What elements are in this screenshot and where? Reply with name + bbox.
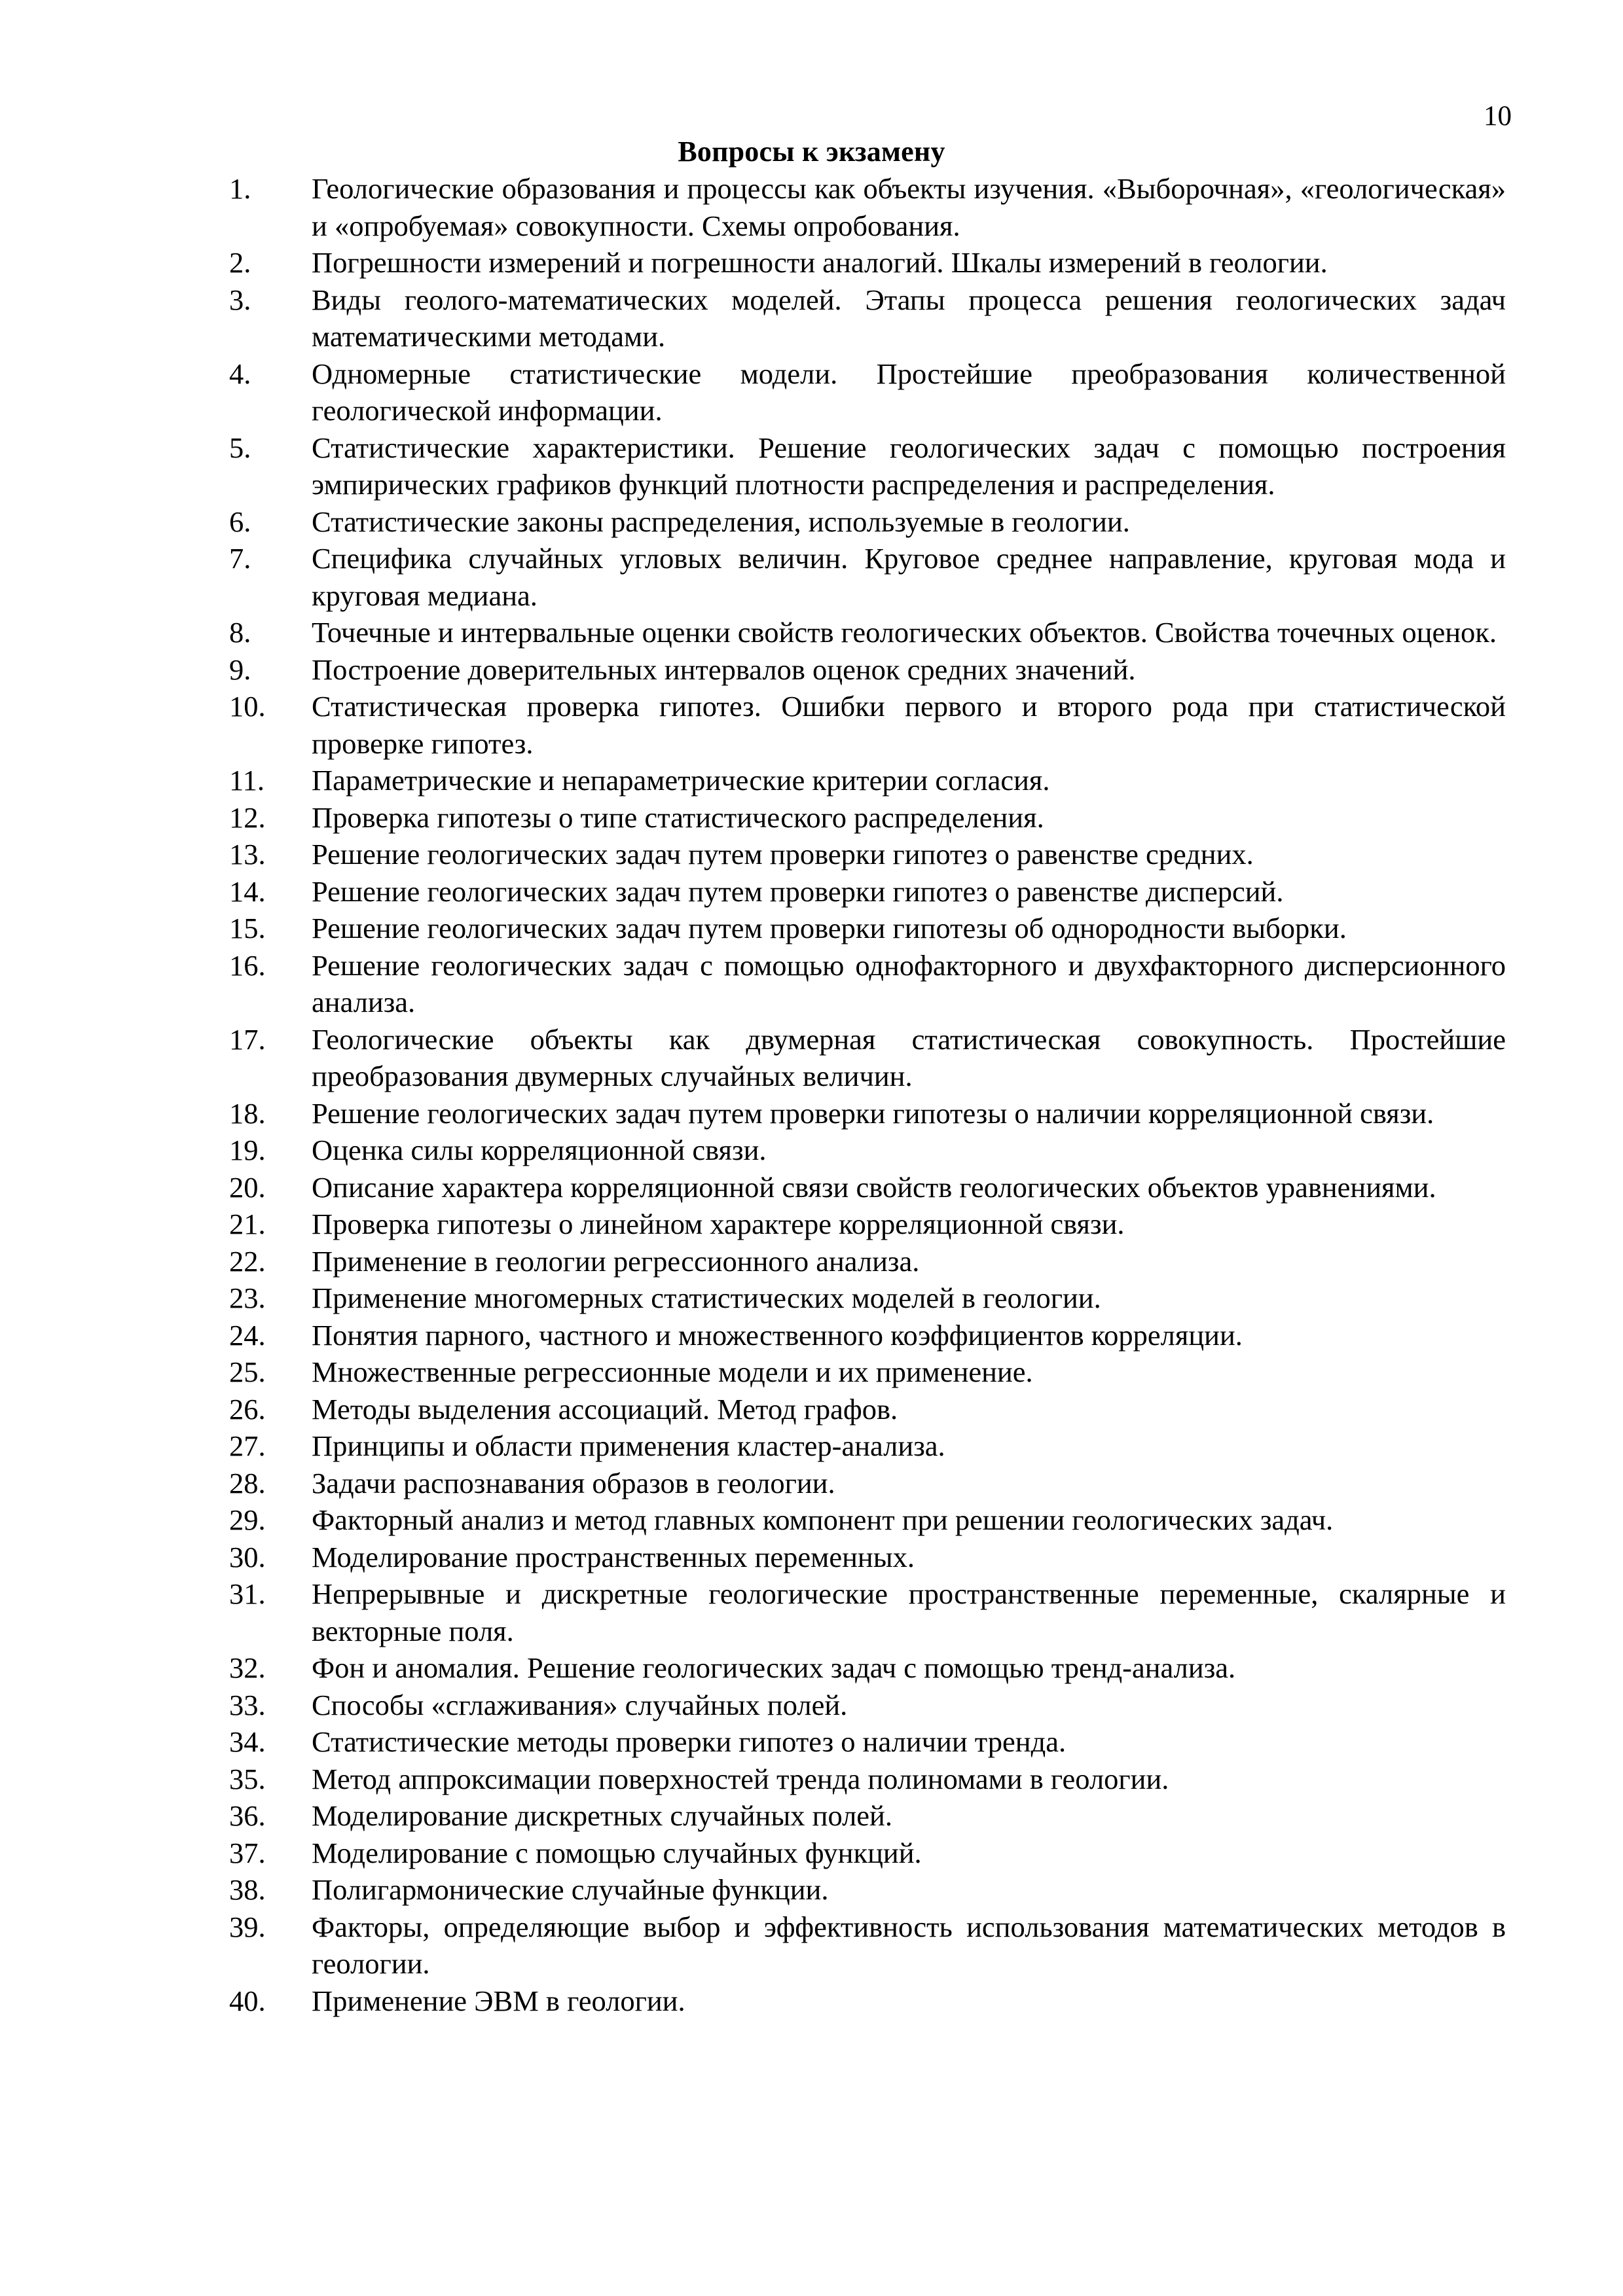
question-text: Проверка гипотезы о типе статистического распределения. xyxy=(312,800,1044,834)
question-item xyxy=(229,1132,1506,1169)
question-item xyxy=(229,873,1506,910)
question-number: 28. xyxy=(229,1466,266,1499)
question-item xyxy=(229,1391,1506,1428)
question-number: 9. xyxy=(229,653,251,686)
question-item xyxy=(229,688,1506,762)
question-text: Статистические методы проверки гипотез о наличии тренда. xyxy=(312,1725,1067,1758)
question-text: Решение геологических задач путем проверки гипотез о равенстве средних. xyxy=(312,838,1254,870)
question-item xyxy=(229,1280,1506,1317)
question-text: Статистические законы распределения, используемые в геологии. xyxy=(312,505,1130,538)
question-number: 16. xyxy=(229,948,266,982)
question-number: 36. xyxy=(229,1799,266,1832)
question-number: 33. xyxy=(229,1688,266,1721)
question-item xyxy=(229,1797,1506,1835)
page-title: Вопросы к экзамену xyxy=(678,135,945,168)
question-item xyxy=(229,1354,1506,1391)
question-text: Одномерные статистические модели. Простейшие преобразования количественной геологической информации. xyxy=(312,357,1506,427)
question-item xyxy=(229,1317,1506,1354)
question-text: Виды геолого-математических моделей. Этапы процесса решения геологических задач математическими методами. xyxy=(312,283,1506,353)
question-text: Полигармонические случайные функции. xyxy=(312,1873,829,1906)
question-item xyxy=(229,540,1506,614)
question-number: 8. xyxy=(229,616,251,649)
question-number: 21. xyxy=(229,1208,266,1240)
question-text: Погрешности измерений и погрешности аналогий. Шкалы измерений в геологии. xyxy=(312,246,1328,279)
question-number: 31. xyxy=(229,1577,266,1610)
question-text: Методы выделения ассоциаций. Метод графов. xyxy=(312,1392,898,1426)
question-item xyxy=(229,910,1506,947)
question-number: 25. xyxy=(229,1355,266,1388)
question-number: 30. xyxy=(229,1540,266,1573)
question-number: 19. xyxy=(229,1134,266,1166)
question-text: Факторы, определяющие выбор и эффективность использования математических методов в геологии. xyxy=(312,1910,1506,1980)
question-item xyxy=(229,1649,1506,1687)
question-item xyxy=(229,762,1506,799)
question-text: Геологические объекты как двумерная статистическая совокупность. Простейшие преобразования двумерных случайных величин. xyxy=(312,1022,1506,1092)
question-item xyxy=(229,651,1506,689)
question-number: 40. xyxy=(229,1984,266,2017)
question-text: Способы «сглаживания» случайных полей. xyxy=(312,1688,848,1721)
question-text: Решение геологических задач путем проверки гипотезы о наличии корреляционной связи. xyxy=(312,1096,1434,1130)
question-text: Моделирование дискретных случайных полей. xyxy=(312,1799,893,1832)
question-item xyxy=(229,1095,1506,1132)
question-text: Статистические характеристики. Решение геологических задач с помощью построения эмпирических графиков функций плотности распределения и распределения. xyxy=(312,431,1506,501)
question-item xyxy=(229,1465,1506,1502)
question-text: Метод аппроксимации поверхностей тренда полиномами в геологии. xyxy=(312,1762,1169,1795)
question-number: 29. xyxy=(229,1503,266,1536)
question-item xyxy=(229,170,1506,244)
question-text: Описание характера корреляционной связи свойств геологических объектов уравнениями. xyxy=(312,1170,1436,1204)
question-text: Моделирование с помощью случайных функций. xyxy=(312,1836,922,1869)
question-number: 32. xyxy=(229,1651,266,1684)
question-number: 18. xyxy=(229,1096,266,1130)
page-number: 10 xyxy=(1484,101,1512,132)
question-number: 27. xyxy=(229,1429,266,1462)
question-item xyxy=(229,1169,1506,1206)
question-number: 26. xyxy=(229,1392,266,1426)
question-number: 10. xyxy=(229,690,266,723)
question-text: Задачи распознавания образов в геологии. xyxy=(312,1466,835,1499)
question-text: Геологические образования и процессы как объекты изучения. «Выборочная», «геологическая» и «опробуемая» совокупности. Схемы опробования. xyxy=(312,172,1506,242)
question-text: Фон и аномалия. Решение геологических задач с помощью тренд-анализа. xyxy=(312,1651,1236,1684)
question-number: 24. xyxy=(229,1318,266,1352)
question-item xyxy=(229,244,1506,281)
question-number: 4. xyxy=(229,357,251,390)
question-text: Проверка гипотезы о линейном характере корреляционной связи. xyxy=(312,1208,1125,1240)
question-item xyxy=(229,1243,1506,1280)
question-number: 34. xyxy=(229,1725,266,1758)
question-item xyxy=(229,1501,1506,1539)
question-number: 3. xyxy=(229,283,251,316)
question-item xyxy=(229,1427,1506,1465)
question-number: 14. xyxy=(229,874,266,908)
question-number: 38. xyxy=(229,1873,266,1906)
question-item xyxy=(229,614,1506,651)
question-item xyxy=(229,1206,1506,1243)
question-item xyxy=(229,1982,1506,2020)
question-text: Непрерывные и дискретные геологические пространственные переменные, скалярные и векторные поля. xyxy=(312,1577,1506,1647)
question-number: 23. xyxy=(229,1282,266,1314)
question-text: Точечные и интервальные оценки свойств геологических объектов. Свойства точечных оценок. xyxy=(312,616,1497,649)
question-item xyxy=(229,281,1506,355)
question-item xyxy=(229,799,1506,836)
question-number: 37. xyxy=(229,1836,266,1869)
question-item xyxy=(229,1575,1506,1649)
question-number: 2. xyxy=(229,246,251,279)
question-number: 7. xyxy=(229,542,251,575)
question-number: 22. xyxy=(229,1244,266,1278)
question-text: Принципы и области применения кластер-анализа. xyxy=(312,1429,945,1462)
question-item xyxy=(229,836,1506,873)
question-item xyxy=(229,1687,1506,1724)
question-text: Решение геологических задач путем проверки гипотез о равенстве дисперсий. xyxy=(312,874,1284,908)
question-item xyxy=(229,1909,1506,1982)
question-item xyxy=(229,429,1506,503)
question-text: Применение ЭВМ в геологии. xyxy=(312,1984,685,2017)
question-item xyxy=(229,1761,1506,1798)
question-item xyxy=(229,1835,1506,1872)
question-number: 39. xyxy=(229,1910,266,1943)
question-number: 12. xyxy=(229,800,266,834)
question-number: 11. xyxy=(229,764,264,797)
question-item xyxy=(229,1021,1506,1095)
question-number: 15. xyxy=(229,912,266,944)
question-text: Множественные регрессионные модели и их применение. xyxy=(312,1355,1033,1388)
question-text: Применение в геологии регрессионного анализа. xyxy=(312,1244,920,1278)
question-text: Статистическая проверка гипотез. Ошибки первого и второго рода при статистической проверке гипотез. xyxy=(312,690,1506,760)
question-item xyxy=(229,1539,1506,1576)
question-number: 17. xyxy=(229,1022,266,1056)
question-text: Оценка силы корреляционной связи. xyxy=(312,1134,767,1166)
question-item xyxy=(229,1871,1506,1909)
question-number: 5. xyxy=(229,431,251,464)
question-number: 13. xyxy=(229,838,266,870)
question-text: Решение геологических задач путем проверки гипотезы об однородности выборки. xyxy=(312,912,1347,944)
question-text: Специфика случайных угловых величин. Круговое среднее направление, круговая мода и круговая медиана. xyxy=(312,542,1506,612)
question-item xyxy=(229,947,1506,1021)
question-text: Понятия парного, частного и множественного коэффициентов корреляции. xyxy=(312,1318,1243,1352)
question-number: 6. xyxy=(229,505,251,538)
question-item xyxy=(229,503,1506,541)
question-text: Моделирование пространственных переменных. xyxy=(312,1540,915,1573)
question-item xyxy=(229,355,1506,429)
exam-questions-list xyxy=(229,170,1506,2019)
question-text: Решение геологических задач с помощью однофакторного и двухфакторного дисперсионного анализа. xyxy=(312,948,1506,1018)
question-text: Параметрические и непараметрические критерии согласия. xyxy=(312,764,1050,797)
question-text: Построение доверительных интервалов оценок средних значений. xyxy=(312,653,1136,686)
question-number: 20. xyxy=(229,1170,266,1204)
question-number: 35. xyxy=(229,1762,266,1795)
question-text: Применение многомерных статистических моделей в геологии. xyxy=(312,1282,1101,1314)
question-item xyxy=(229,1723,1506,1761)
question-number: 1. xyxy=(229,172,251,205)
question-text: Факторный анализ и метод главных компонент при решении геологических задач. xyxy=(312,1503,1334,1536)
